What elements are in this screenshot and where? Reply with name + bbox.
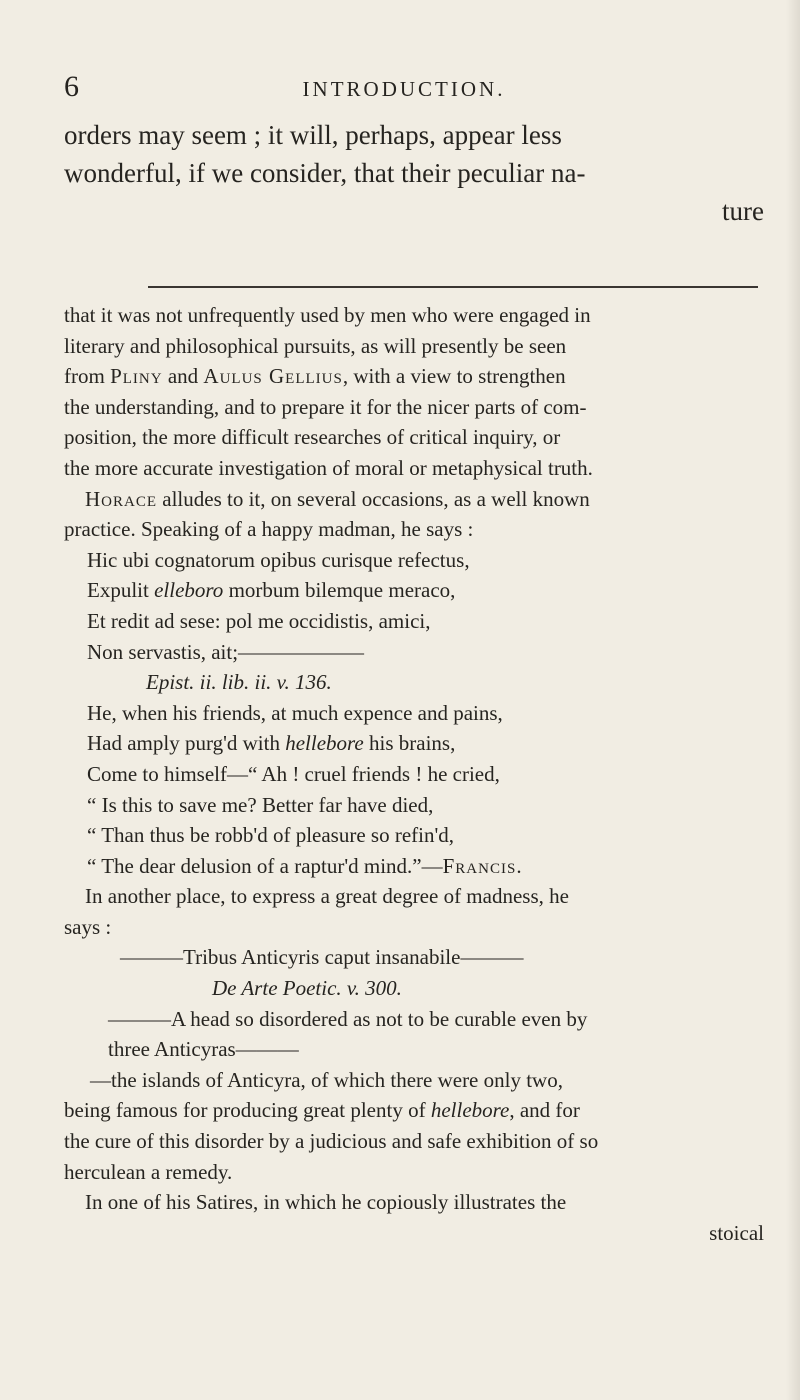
verse-line: “ Than thus be robb'd of pleasure so refin'd, — [87, 823, 454, 848]
author-name-pliny: Pliny — [110, 364, 163, 389]
citation: Epist. ii. lib. ii. v. 136. — [146, 670, 332, 695]
note-text: being famous for producing great plenty of — [64, 1098, 431, 1123]
note-text: alludes to it, on several occasions, as a well known — [157, 486, 590, 511]
verse-line: He, when his friends, at much expence and pains, — [87, 700, 503, 725]
note-text: , with a view to strengthen — [342, 364, 566, 389]
main-text — [64, 116, 764, 230]
verse-text: Expulit — [87, 578, 155, 603]
verse-emphasis: hellebore — [285, 731, 364, 756]
verse-line: Non servastis, ait;—————— — [87, 639, 365, 664]
note-line: the understanding, and to prepare it for the nicer parts of com- — [64, 394, 587, 419]
translation-line: ———A head so disordered as not to be curable even by — [108, 1006, 588, 1031]
note-text: from — [64, 364, 111, 389]
note-text: , and for — [509, 1098, 580, 1123]
page-edge-shadow — [786, 0, 800, 1400]
note-line: position, the more difficult researches of critical inquiry, or — [64, 425, 561, 450]
note-line: the cure of this disorder by a judicious and safe exhibition of so — [64, 1129, 599, 1154]
note-line: that it was not unfrequently used by men who were engaged in — [64, 303, 591, 327]
main-text-line: wonderful, if we consider, that their peculiar na- — [64, 158, 586, 188]
verse-text: his brains, — [363, 731, 456, 756]
note-line: In one of his Satires, in which he copiously illustrates the — [85, 1190, 567, 1215]
note-line — [64, 484, 764, 515]
verse-line — [64, 728, 764, 759]
citation: De Arte Poetic. v. 300. — [212, 976, 402, 1001]
author-name-horace: Horace — [85, 486, 158, 511]
author-name-gellius: Aulus Gellius — [203, 364, 343, 389]
verse-line: Et redit ad sese: pol me occidistis, amici, — [87, 608, 431, 633]
main-text-line: ture — [722, 196, 764, 226]
verse-line: ———Tribus Anticyris caput insanabile——— — [120, 945, 524, 970]
verse-line — [64, 575, 764, 606]
note-line: practice. Speaking of a happy madman, he says : — [64, 517, 474, 542]
page-header — [64, 70, 764, 110]
verse-line: Hic ubi cognatorum opibus curisque refectus, — [87, 547, 470, 572]
note-line: In another place, to express a great degree of madness, he — [85, 884, 569, 909]
note-text: and — [162, 364, 204, 389]
note-line — [64, 1095, 764, 1126]
note-emphasis: hellebore — [430, 1098, 510, 1123]
footnote-text — [64, 300, 764, 1248]
note-line: says : — [64, 914, 112, 939]
translator-name: Francis — [442, 853, 517, 878]
verse-line — [64, 851, 764, 882]
running-head: INTRODUCTION. — [302, 77, 506, 101]
translation-line: three Anticyras——— — [108, 1037, 299, 1062]
verse-emphasis: elleboro — [154, 578, 224, 603]
note-line — [64, 361, 764, 392]
verse-text: Had amply purg'd with — [87, 731, 286, 756]
footnote-rule — [148, 286, 758, 288]
catchword: stoical — [709, 1220, 764, 1245]
verse-text: morbum bilemque meraco, — [223, 578, 456, 603]
page-number: 6 — [64, 70, 79, 103]
verse-text: “ The dear delusion of a raptur'd mind.”— — [87, 853, 443, 878]
note-line: the more accurate investigation of moral or metaphysical truth. — [64, 455, 593, 480]
note-line: literary and philosophical pursuits, as will presently be seen — [64, 333, 567, 358]
verse-line: Come to himself—“ Ah ! cruel friends ! he cried, — [87, 761, 500, 786]
verse-text: . — [516, 853, 522, 878]
verse-line: “ Is this to save me? Better far have died, — [87, 792, 434, 817]
note-line: herculean a remedy. — [64, 1159, 233, 1184]
main-text-line: orders may seem ; it will, perhaps, appear less — [64, 120, 562, 150]
note-line: —the islands of Anticyra, of which there were only two, — [90, 1067, 563, 1092]
